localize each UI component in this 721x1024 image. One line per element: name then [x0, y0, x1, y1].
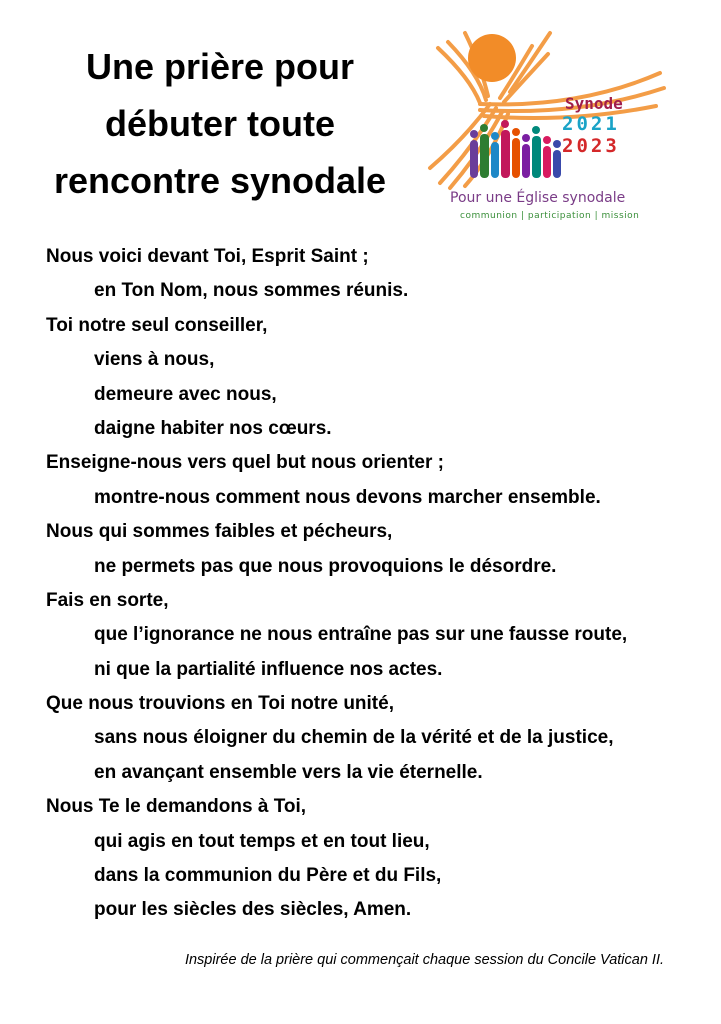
prayer-line-indented: daigne habiter nos cœurs. [94, 417, 332, 439]
prayer-line: Toi notre seul conseiller, [46, 314, 268, 336]
prayer-line-indented: demeure avec nous, [94, 383, 277, 405]
title-line: Une prière pour [85, 46, 355, 87]
logo-year-end: 2023 [562, 135, 620, 157]
prayer-line-indented: sans nous éloigner du chemin de la vérité et de la justice, [94, 727, 614, 749]
logo-subtitle: Pour une Église synodale [450, 190, 626, 206]
title-line: débuter toute [105, 103, 335, 144]
prayer-line: Enseigne-nous vers quel but nous orienter ; [46, 452, 444, 474]
prayer-line: Fais en sorte, [46, 589, 169, 611]
prayer-line: Nous qui sommes faibles et pécheurs, [46, 521, 393, 543]
prayer-line-indented: qui agis en tout temps et en tout lieu, [94, 830, 430, 852]
logo-tagline: communion | participation | mission [460, 211, 640, 221]
prayer-line-indented: viens à nous, [94, 349, 215, 371]
synod-logo-art [420, 18, 670, 208]
prayer-line: Que nous trouvions en Toi notre unité, [46, 693, 394, 715]
source-caption: Inspirée de la prière qui commençait chaque session du Concile Vatican II. [184, 952, 664, 968]
logo-synode-text: Synode [565, 94, 623, 113]
prayer-line-indented: ne permets pas que nous provoquions le désordre. [94, 555, 557, 577]
prayer-line-indented: montre-nous comment nous devons marcher ensemble. [94, 486, 601, 508]
prayer-line: Nous voici devant Toi, Esprit Saint ; [46, 246, 369, 267]
prayer-line-indented: en Ton Nom, nous sommes réunis. [94, 280, 409, 302]
prayer-line-indented: pour les siècles des siècles, Amen. [94, 899, 412, 921]
logo-year-start: 2021 [562, 113, 620, 135]
prayer-line-indented: que l’ignorance ne nous entraîne pas sur une fausse route, [94, 624, 628, 646]
people-shapes [470, 120, 561, 178]
prayer-line: Nous Te le demandons à Toi, [46, 796, 307, 818]
prayer-line-indented: ni que la partialité influence nos actes. [94, 658, 443, 680]
title-line: rencontre synodale [53, 160, 387, 201]
prayer-line-indented: dans la communion du Père et du Fils, [94, 865, 442, 887]
page-title [30, 38, 410, 209]
sun-shape [468, 34, 516, 82]
prayer-line-indented: en avançant ensemble vers la vie éternelle. [94, 761, 483, 783]
synod-logo [420, 18, 670, 233]
prayer-text [46, 240, 706, 928]
